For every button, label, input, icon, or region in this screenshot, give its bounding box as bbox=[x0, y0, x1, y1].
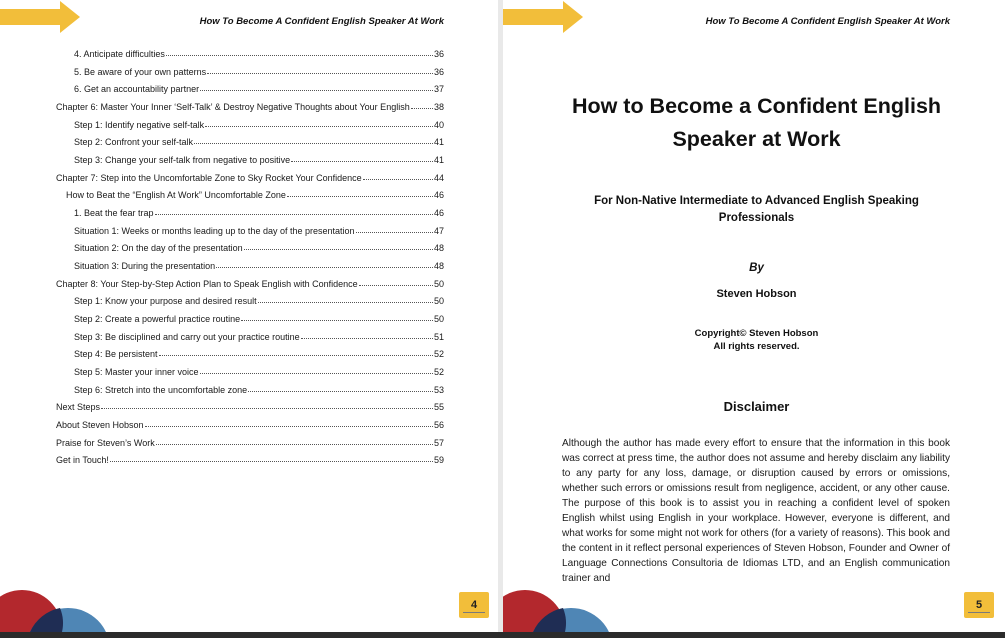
toc-entry-title: Step 2: Confront your self-talk bbox=[74, 137, 194, 148]
toc-entry-page: 55 bbox=[433, 402, 444, 413]
toc-entry[interactable] bbox=[74, 257, 444, 271]
toc-entry[interactable] bbox=[74, 328, 444, 342]
toc-entry-title: Get in Touch! bbox=[56, 455, 109, 466]
toc-dot-leader bbox=[301, 337, 433, 339]
toc-entry-title: Step 1: Know your purpose and desired result bbox=[74, 296, 257, 307]
toc-entry-title: About Steven Hobson bbox=[56, 419, 144, 430]
toc-entry-title: 6. Get an accountability partner bbox=[74, 84, 200, 95]
toc-entry[interactable] bbox=[74, 381, 444, 395]
toc-entry-page: 47 bbox=[433, 225, 444, 236]
toc-entry[interactable] bbox=[56, 398, 444, 412]
toc-entry-title: Step 1: Identify negative self-talk bbox=[74, 119, 205, 130]
running-header: How To Become A Confident English Speaker At Work bbox=[199, 16, 444, 27]
toc-entry[interactable] bbox=[74, 80, 444, 94]
toc-dot-leader bbox=[194, 142, 433, 144]
toc-entry-title: Step 4: Be persistent bbox=[74, 349, 158, 360]
toc-entry[interactable] bbox=[74, 151, 444, 165]
toc-dot-leader bbox=[248, 390, 433, 392]
toc-entry[interactable] bbox=[66, 186, 444, 200]
toc-entry-page: 46 bbox=[433, 207, 444, 218]
toc-entry[interactable] bbox=[74, 204, 444, 218]
toc-dot-leader bbox=[363, 178, 433, 180]
toc-entry-title: Step 2: Create a powerful practice routine bbox=[74, 313, 241, 324]
toc-dot-leader bbox=[207, 72, 433, 74]
toc-entry[interactable] bbox=[56, 416, 444, 430]
toc-dot-leader bbox=[155, 213, 433, 215]
toc-entry[interactable] bbox=[56, 451, 444, 465]
toc-entry[interactable] bbox=[56, 275, 444, 289]
toc-entry-page: 44 bbox=[433, 172, 444, 183]
toc-dot-leader bbox=[356, 231, 433, 233]
corner-circles-decoration bbox=[0, 588, 120, 632]
corner-circles-decoration bbox=[503, 588, 623, 632]
book-subtitle: For Non-Native Intermediate to Advanced English Speaking Professionals bbox=[594, 195, 919, 224]
toc-entry-title: How to Beat the “English At Work” Uncomfortable Zone bbox=[66, 190, 286, 201]
toc-entry-page: 50 bbox=[433, 313, 444, 324]
toc-dot-leader bbox=[241, 319, 433, 321]
toc-entry-page: 50 bbox=[433, 296, 444, 307]
toc-dot-leader bbox=[287, 195, 433, 197]
toc-entry-title: Next Steps bbox=[56, 402, 101, 413]
toc-entry[interactable] bbox=[74, 116, 444, 130]
page-number: 4 bbox=[459, 592, 489, 618]
toc-entry-title: Step 3: Be disciplined and carry out your practice routine bbox=[74, 331, 300, 342]
toc-entry-title: Chapter 6: Master Your Inner ‘Self-Talk’ & Destroy Negative Thoughts about Your English bbox=[56, 101, 410, 112]
toc-entry[interactable] bbox=[56, 434, 444, 448]
copyright-line: Copyright© Steven Hobson bbox=[694, 328, 819, 339]
toc-entry-title: Chapter 7: Step into the Uncomfortable Zone to Sky Rocket Your Confidence bbox=[56, 172, 362, 183]
toc-entry-page: 48 bbox=[433, 260, 444, 271]
toc-entry-page: 46 bbox=[433, 190, 444, 201]
toc-entry-title: 1. Beat the fear trap bbox=[74, 207, 154, 218]
toc-entry-page: 56 bbox=[433, 419, 444, 430]
toc-entry[interactable] bbox=[74, 239, 444, 253]
toc-dot-leader bbox=[411, 107, 433, 109]
copyright-notice bbox=[503, 327, 1005, 353]
toc-entry-page: 53 bbox=[433, 384, 444, 395]
toc-entry[interactable] bbox=[74, 133, 444, 147]
toc-entry-title: Step 5: Master your inner voice bbox=[74, 366, 199, 377]
toc-entry-page: 37 bbox=[433, 84, 444, 95]
toc-dot-leader bbox=[166, 54, 433, 56]
toc-dot-leader bbox=[200, 372, 433, 374]
toc-dot-leader bbox=[216, 266, 433, 268]
viewer-bottom-edge bbox=[0, 632, 1005, 638]
toc-entry-title: 5. Be aware of your own patterns bbox=[74, 66, 207, 77]
toc-entry[interactable] bbox=[74, 345, 444, 359]
disclaimer-heading: Disclaimer bbox=[723, 399, 790, 414]
toc-entry-page: 52 bbox=[433, 349, 444, 360]
toc-entry-title: 4. Anticipate difficulties bbox=[74, 49, 165, 59]
toc-entry-page: 40 bbox=[433, 119, 444, 130]
toc-dot-leader bbox=[205, 125, 433, 127]
toc-entry[interactable] bbox=[74, 222, 444, 236]
toc-entry-page: 41 bbox=[433, 137, 444, 148]
toc-entry-page: 51 bbox=[433, 331, 444, 342]
toc-dot-leader bbox=[291, 160, 433, 162]
toc-dot-leader bbox=[159, 354, 433, 356]
by-line: By bbox=[749, 262, 764, 274]
toc-dot-leader bbox=[200, 89, 433, 91]
arrow-right-icon bbox=[0, 1, 82, 35]
toc-entry-page: 36 bbox=[433, 66, 444, 77]
toc-entry-title: Praise for Steven’s Work bbox=[56, 437, 155, 448]
toc-entry[interactable] bbox=[74, 310, 444, 324]
book-title: How to Become a Confident English Speaker at Work bbox=[571, 94, 942, 151]
toc-entry-title: Situation 3: During the presentation bbox=[74, 260, 216, 271]
author-name: Steven Hobson bbox=[716, 288, 797, 300]
toc-entry-page: 52 bbox=[433, 366, 444, 377]
toc-dot-leader bbox=[145, 425, 433, 427]
toc-entry-title: Situation 2: On the day of the presentation bbox=[74, 243, 243, 254]
toc-entry-title: Step 3: Change your self-talk from negative to positive bbox=[74, 154, 291, 165]
toc-entry[interactable] bbox=[56, 98, 444, 112]
toc-dot-leader bbox=[101, 407, 433, 409]
toc-entry-title: Situation 1: Weeks or months leading up to the day of the presentation bbox=[74, 225, 355, 236]
toc-entry[interactable] bbox=[74, 363, 444, 377]
toc-entry-page: 36 bbox=[433, 49, 444, 59]
toc-entry[interactable] bbox=[74, 292, 444, 306]
disclaimer-text: Although the author has made every effort to ensure that the information in this book was correct at press time, the author does not assume and hereby disclaim any liability to any party for any loss, damage, or disruption caused by errors or omissions, whether such errors or omissions result from negligence, accident, or any other cause. The purpose of this book is to assist you in reaching a confident level of spoken English whilst using English in your workplace. However, everyone is different, and what works for some might not work for others (for a variety of reasons). This book and the content in it reflect personal experiences of Steven Hobson, Founder and Owner of Language Connections Consultoria de Idiomas LTD, and an English communication trainer and bbox=[562, 438, 950, 584]
toc-entry-page: 38 bbox=[433, 101, 444, 112]
toc-entry-page: 48 bbox=[433, 243, 444, 254]
page-number: 5 bbox=[964, 592, 994, 618]
toc-dot-leader bbox=[156, 443, 433, 445]
toc-entry[interactable] bbox=[74, 63, 444, 77]
toc-dot-leader bbox=[244, 248, 433, 250]
toc-entry-page: 50 bbox=[433, 278, 444, 289]
running-header: How To Become A Confident English Speaker At Work bbox=[705, 16, 950, 27]
toc-entry-page: 59 bbox=[433, 455, 444, 466]
toc-entry[interactable] bbox=[74, 45, 444, 59]
toc-entry-title: Chapter 8: Your Step-by-Step Action Plan to Speak English with Confidence bbox=[56, 278, 358, 289]
toc-entry-title: Step 6: Stretch into the uncomfortable zone bbox=[74, 384, 248, 395]
toc-entry[interactable] bbox=[56, 169, 444, 183]
toc-dot-leader bbox=[359, 284, 433, 286]
toc-dot-leader bbox=[110, 460, 433, 462]
toc-dot-leader bbox=[258, 301, 433, 303]
rights-line: All rights reserved. bbox=[713, 341, 800, 352]
left-page bbox=[0, 0, 498, 632]
arrow-right-icon bbox=[503, 1, 585, 35]
toc-entry-page: 41 bbox=[433, 154, 444, 165]
right-page bbox=[503, 0, 1005, 632]
toc-entry-page: 57 bbox=[433, 437, 444, 448]
